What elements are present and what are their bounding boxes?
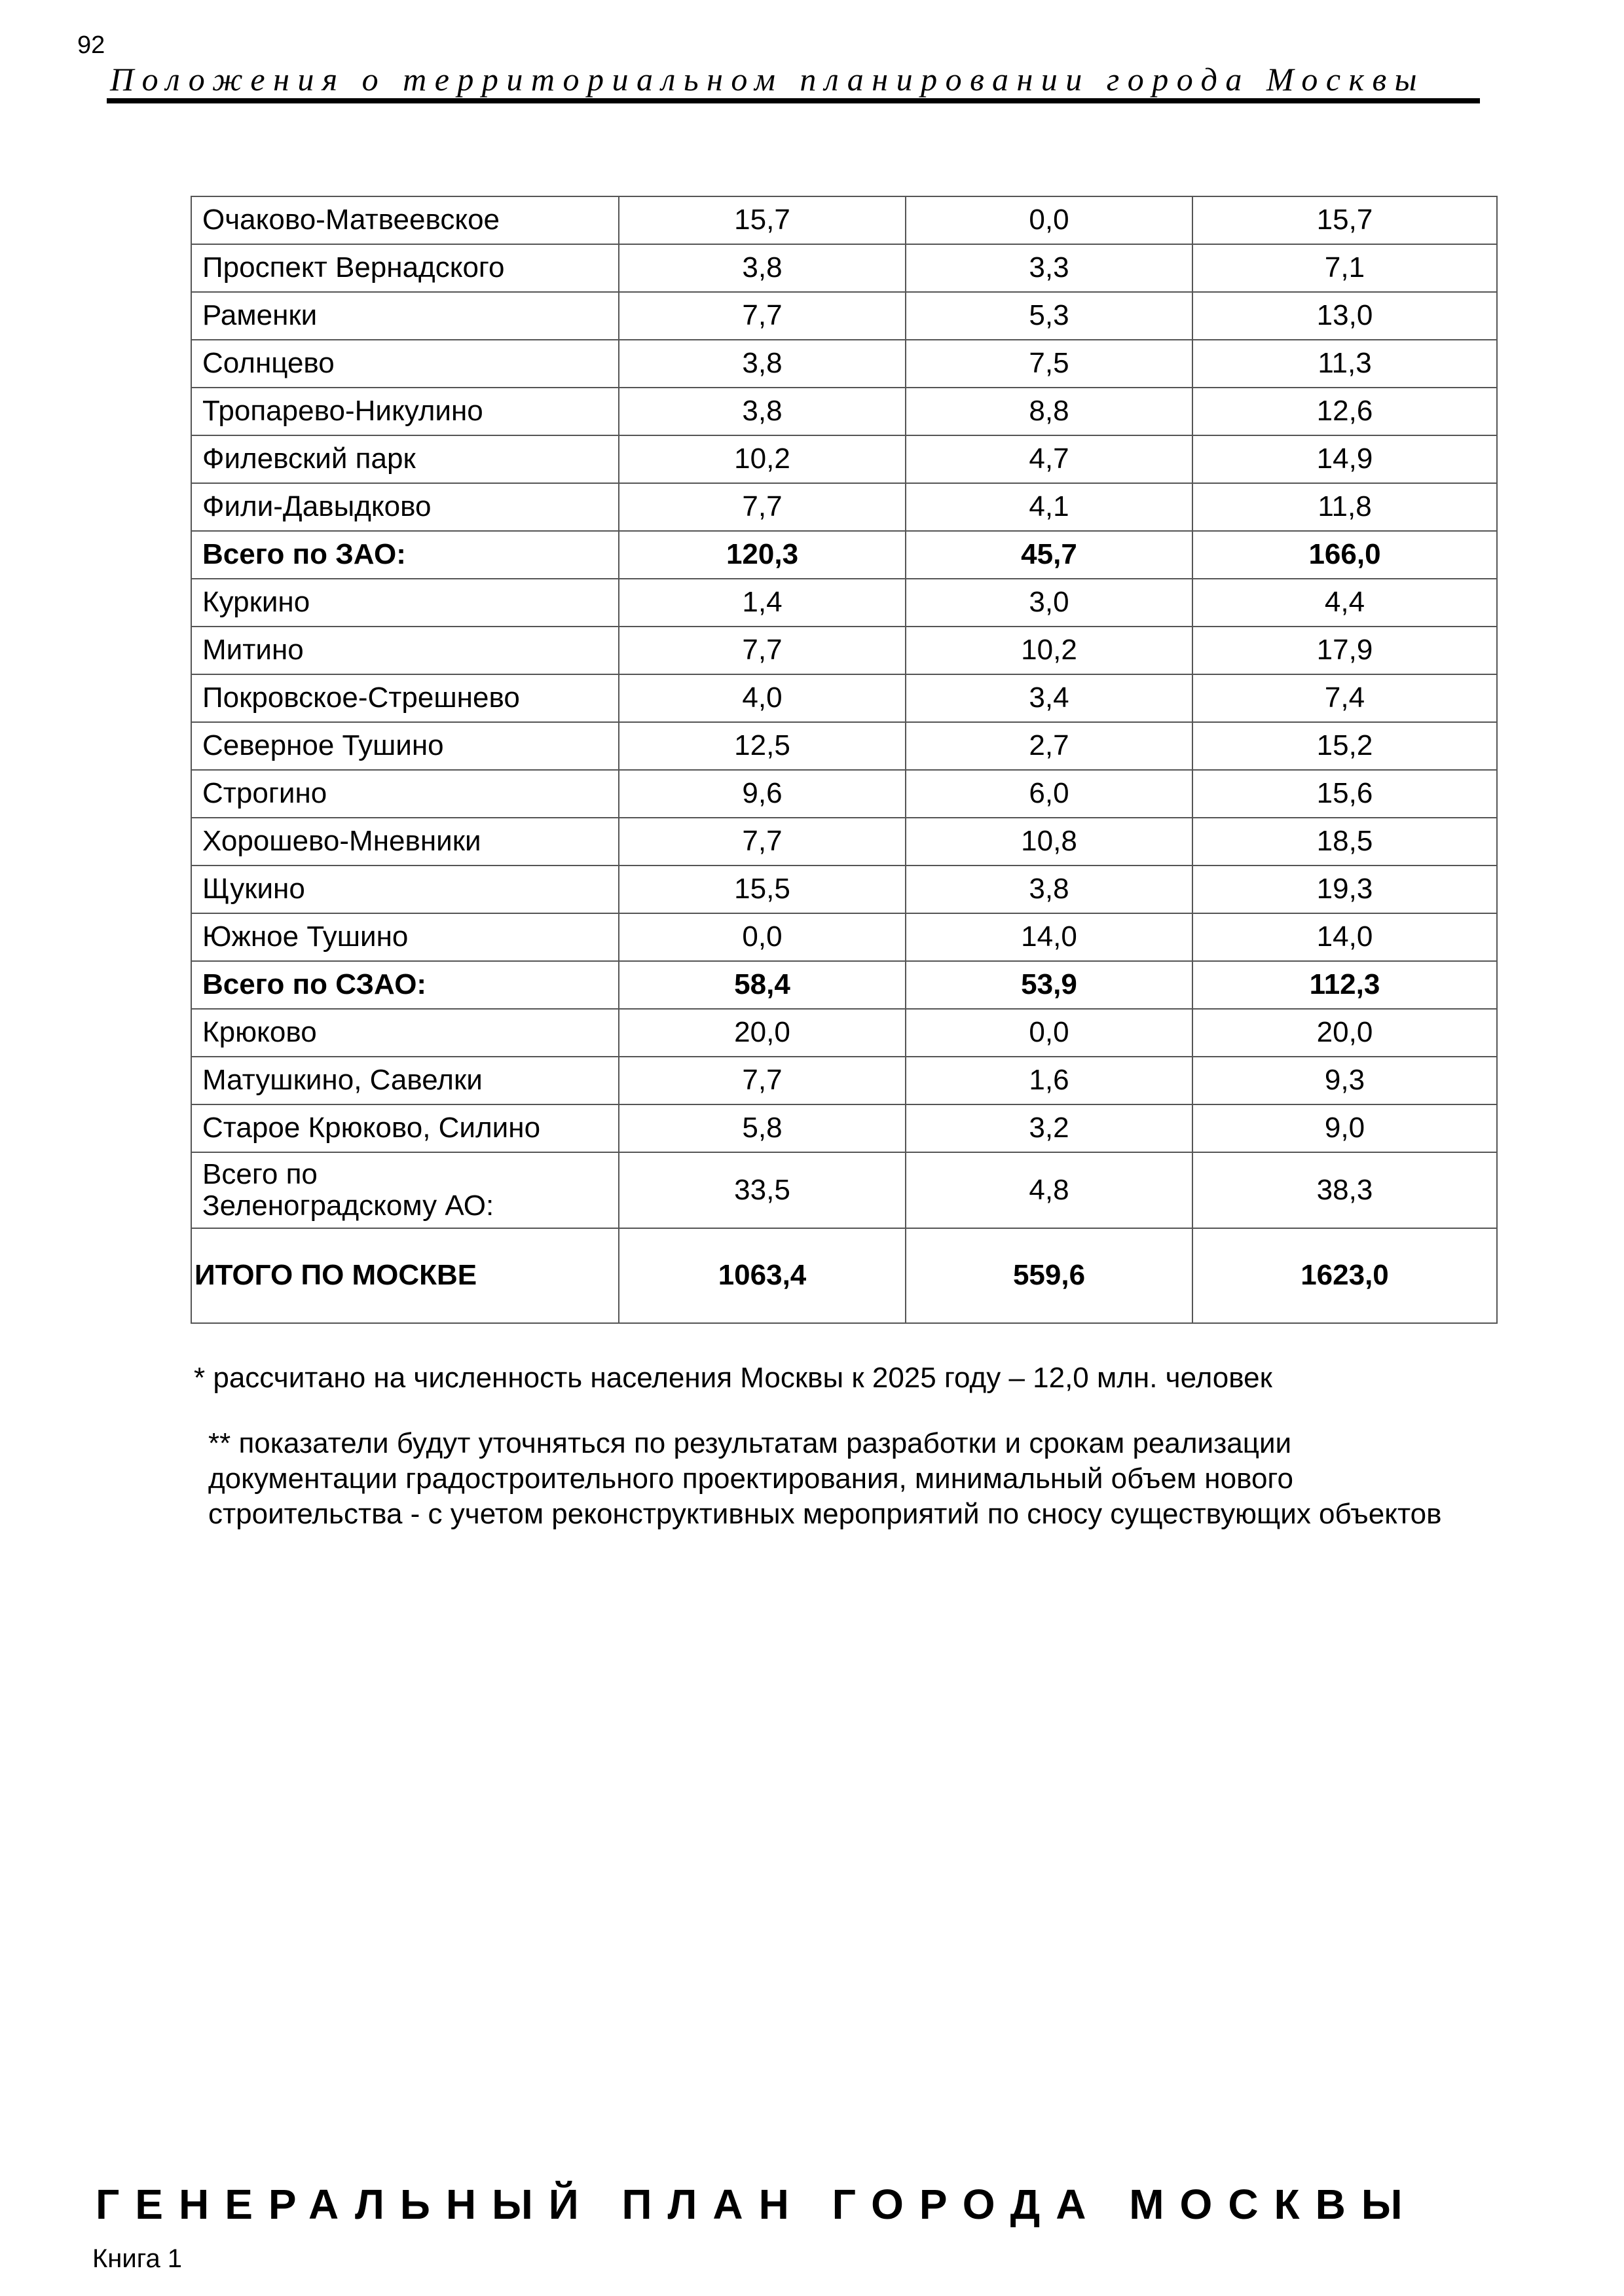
value-cell-1: 3,8	[619, 388, 906, 435]
value-cell-3: 9,0	[1192, 1104, 1497, 1152]
district-name-cell: Солнцево	[191, 340, 619, 388]
value-cell-3: 38,3	[1192, 1152, 1497, 1228]
value-cell-1: 7,7	[619, 627, 906, 674]
value-cell-1: 9,6	[619, 770, 906, 818]
value-cell-2: 2,7	[906, 722, 1192, 770]
value-cell-2: 4,8	[906, 1152, 1192, 1228]
district-name-cell: Матушкино, Савелки	[191, 1057, 619, 1104]
value-cell-3: 7,1	[1192, 244, 1497, 292]
footnote-population: * рассчитано на численность населения Москвы к 2025 году – 12,0 млн. человек	[194, 1362, 1272, 1394]
table-row	[191, 244, 1497, 292]
table-row	[191, 627, 1497, 674]
value-cell-1: 15,7	[619, 196, 906, 244]
value-cell-3: 19,3	[1192, 866, 1497, 913]
value-cell-2: 0,0	[906, 1009, 1192, 1057]
value-cell-2: 14,0	[906, 913, 1192, 961]
value-cell-2: 3,4	[906, 674, 1192, 722]
value-cell-1: 10,2	[619, 435, 906, 483]
subtotal-row	[191, 961, 1497, 1009]
district-name-cell: Всего по ЗАО:	[191, 531, 619, 579]
value-cell-3: 15,6	[1192, 770, 1497, 818]
district-name-cell: Тропарево-Никулино	[191, 388, 619, 435]
table-row	[191, 196, 1497, 244]
district-name-cell: Щукино	[191, 866, 619, 913]
value-cell-3: 166,0	[1192, 531, 1497, 579]
table-row	[191, 722, 1497, 770]
value-cell-1: 120,3	[619, 531, 906, 579]
footer-title: ГЕНЕРАЛЬНЫЙ ПЛАН ГОРОДА МОСКВЫ	[96, 2181, 1418, 2228]
footer-book-label: Книга 1	[92, 2244, 183, 2273]
table-row	[191, 292, 1497, 340]
value-cell-2: 10,8	[906, 818, 1192, 866]
value-cell-2: 8,8	[906, 388, 1192, 435]
district-name-cell: Северное Тушино	[191, 722, 619, 770]
value-cell-3: 18,5	[1192, 818, 1497, 866]
district-name-cell: Фили-Давыдково	[191, 483, 619, 531]
value-cell-3: 11,3	[1192, 340, 1497, 388]
value-cell-1: 5,8	[619, 1104, 906, 1152]
table-row	[191, 388, 1497, 435]
value-cell-2: 5,3	[906, 292, 1192, 340]
value-cell-3: 9,3	[1192, 1057, 1497, 1104]
district-name-cell: Всего по Зеленоградскому АО:	[191, 1152, 619, 1228]
district-name-cell: Покровское-Стрешнево	[191, 674, 619, 722]
grand-total-row	[191, 1228, 1497, 1323]
value-cell-2: 3,2	[906, 1104, 1192, 1152]
value-cell-1: 7,7	[619, 818, 906, 866]
district-name-cell: Всего по СЗАО:	[191, 961, 619, 1009]
page-number: 92	[77, 31, 105, 59]
table-row	[191, 579, 1497, 627]
value-cell-3: 4,4	[1192, 579, 1497, 627]
value-cell-1: 4,0	[619, 674, 906, 722]
table-row	[191, 866, 1497, 913]
value-cell-1: 0,0	[619, 913, 906, 961]
table-row	[191, 1104, 1497, 1152]
value-cell-1: 15,5	[619, 866, 906, 913]
table-row	[191, 818, 1497, 866]
value-cell-1: 1063,4	[619, 1228, 906, 1323]
district-name-cell: ИТОГО ПО МОСКВЕ	[191, 1228, 619, 1323]
district-name-cell: Крюково	[191, 1009, 619, 1057]
value-cell-3: 17,9	[1192, 627, 1497, 674]
table-row	[191, 770, 1497, 818]
value-cell-2: 7,5	[906, 340, 1192, 388]
district-name-cell: Куркино	[191, 579, 619, 627]
value-cell-3: 1623,0	[1192, 1228, 1497, 1323]
district-name-cell: Хорошево-Мневники	[191, 818, 619, 866]
value-cell-1: 12,5	[619, 722, 906, 770]
district-name-cell: Южное Тушино	[191, 913, 619, 961]
value-cell-2: 4,7	[906, 435, 1192, 483]
table-row	[191, 483, 1497, 531]
value-cell-2: 10,2	[906, 627, 1192, 674]
district-name-cell: Строгино	[191, 770, 619, 818]
value-cell-3: 14,0	[1192, 913, 1497, 961]
district-name-cell: Филевский парк	[191, 435, 619, 483]
table-row	[191, 674, 1497, 722]
value-cell-3: 11,8	[1192, 483, 1497, 531]
value-cell-1: 7,7	[619, 1057, 906, 1104]
value-cell-3: 12,6	[1192, 388, 1497, 435]
value-cell-3: 13,0	[1192, 292, 1497, 340]
value-cell-1: 7,7	[619, 292, 906, 340]
value-cell-1: 1,4	[619, 579, 906, 627]
value-cell-2: 559,6	[906, 1228, 1192, 1323]
value-cell-1: 58,4	[619, 961, 906, 1009]
table-row	[191, 435, 1497, 483]
running-header-title: Положения о территориальном планировании города Москвы	[110, 61, 1426, 98]
district-name-cell: Старое Крюково, Силино	[191, 1104, 619, 1152]
value-cell-1: 3,8	[619, 244, 906, 292]
value-cell-2: 0,0	[906, 196, 1192, 244]
district-name-cell: Очаково-Матвеевское	[191, 196, 619, 244]
value-cell-2: 4,1	[906, 483, 1192, 531]
value-cell-2: 45,7	[906, 531, 1192, 579]
value-cell-1: 7,7	[619, 483, 906, 531]
value-cell-3: 14,9	[1192, 435, 1497, 483]
value-cell-2: 6,0	[906, 770, 1192, 818]
header-divider	[107, 98, 1480, 103]
table-row	[191, 913, 1497, 961]
table-body	[191, 196, 1497, 1323]
value-cell-3: 112,3	[1192, 961, 1497, 1009]
table-row	[191, 340, 1497, 388]
value-cell-2: 3,0	[906, 579, 1192, 627]
value-cell-3: 7,4	[1192, 674, 1497, 722]
district-data-table	[191, 196, 1498, 1324]
footnote-indicators: ** показатели будут уточняться по результатам разработки и срокам реализации документации градостроительного проектирования, минимальный объем нового строительства - с учетом реконструктивных мероприятий по сносу существующих объектов	[208, 1427, 1442, 1530]
value-cell-2: 3,8	[906, 866, 1192, 913]
value-cell-2: 3,3	[906, 244, 1192, 292]
value-cell-2: 53,9	[906, 961, 1192, 1009]
value-cell-3: 20,0	[1192, 1009, 1497, 1057]
subtotal-row	[191, 1152, 1497, 1228]
value-cell-1: 3,8	[619, 340, 906, 388]
value-cell-1: 33,5	[619, 1152, 906, 1228]
table-row	[191, 1009, 1497, 1057]
value-cell-2: 1,6	[906, 1057, 1192, 1104]
district-name-cell: Раменки	[191, 292, 619, 340]
value-cell-1: 20,0	[619, 1009, 906, 1057]
subtotal-row	[191, 531, 1497, 579]
district-name-cell: Митино	[191, 627, 619, 674]
value-cell-3: 15,7	[1192, 196, 1497, 244]
value-cell-3: 15,2	[1192, 722, 1497, 770]
table-row	[191, 1057, 1497, 1104]
district-name-cell: Проспект Вернадского	[191, 244, 619, 292]
